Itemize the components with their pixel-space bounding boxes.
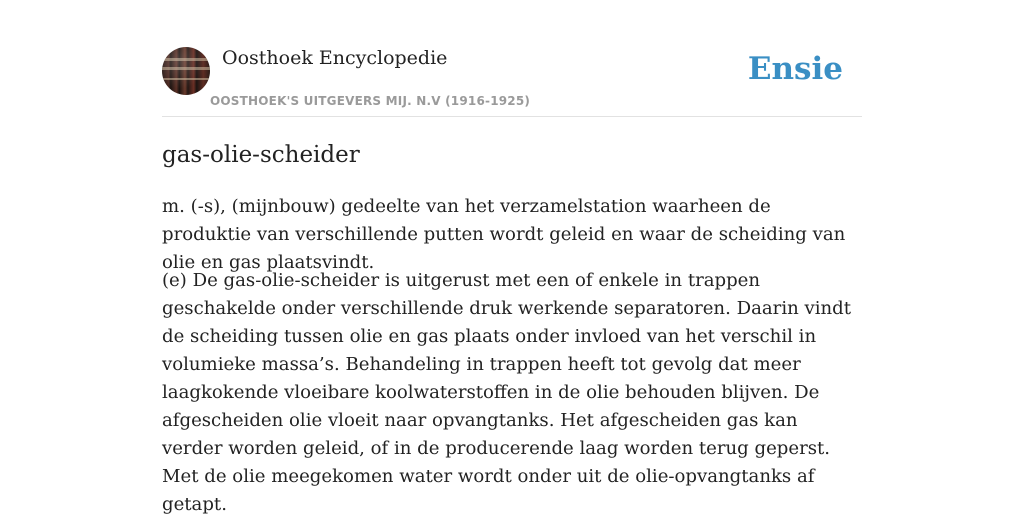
brand-logo-link[interactable]: Ensie bbox=[747, 51, 843, 87]
header bbox=[162, 0, 862, 117]
page-container bbox=[162, 0, 862, 515]
entry-title: gas-olie-scheider bbox=[162, 142, 360, 168]
entry-paragraph-explanation: (e) De gas-olie-scheider is uitgerust met een of enkele in trappen geschakelde onder verschillende druk werkende separatoren. Daarin vindt de scheiding tussen olie en gas plaats onder invloed van het verschil in volumieke massa’s. Behandeling in trappen heeft tot gevolg dat meer laagkokende vloeibare koolwaterstoffen in de olie behouden blijven. De afgescheiden olie vloeit naar opvangtanks. Het afgescheiden gas kan verder worden geleid, of in de producerende laag worden terug geperst. Met de olie meegekomen water wordt onder uit de olie-opvangtanks af getapt. bbox=[162, 270, 852, 515]
entry-paragraph-definition: m. (-s), (mijnbouw) gedeelte van het verzamelstation waarheen de produktie van verschillende putten wordt geleid en waar de scheiding van olie en gas plaatsvindt. bbox=[162, 196, 846, 273]
source-publisher: OOSTHOEK'S UITGEVERS MIJ. N.V (1916-1925) bbox=[210, 94, 531, 108]
avatar-shine bbox=[162, 47, 210, 95]
source-title-link[interactable]: Oosthoek Encyclopedie bbox=[222, 47, 448, 69]
encyclopedia-books-avatar-icon[interactable] bbox=[162, 47, 210, 95]
